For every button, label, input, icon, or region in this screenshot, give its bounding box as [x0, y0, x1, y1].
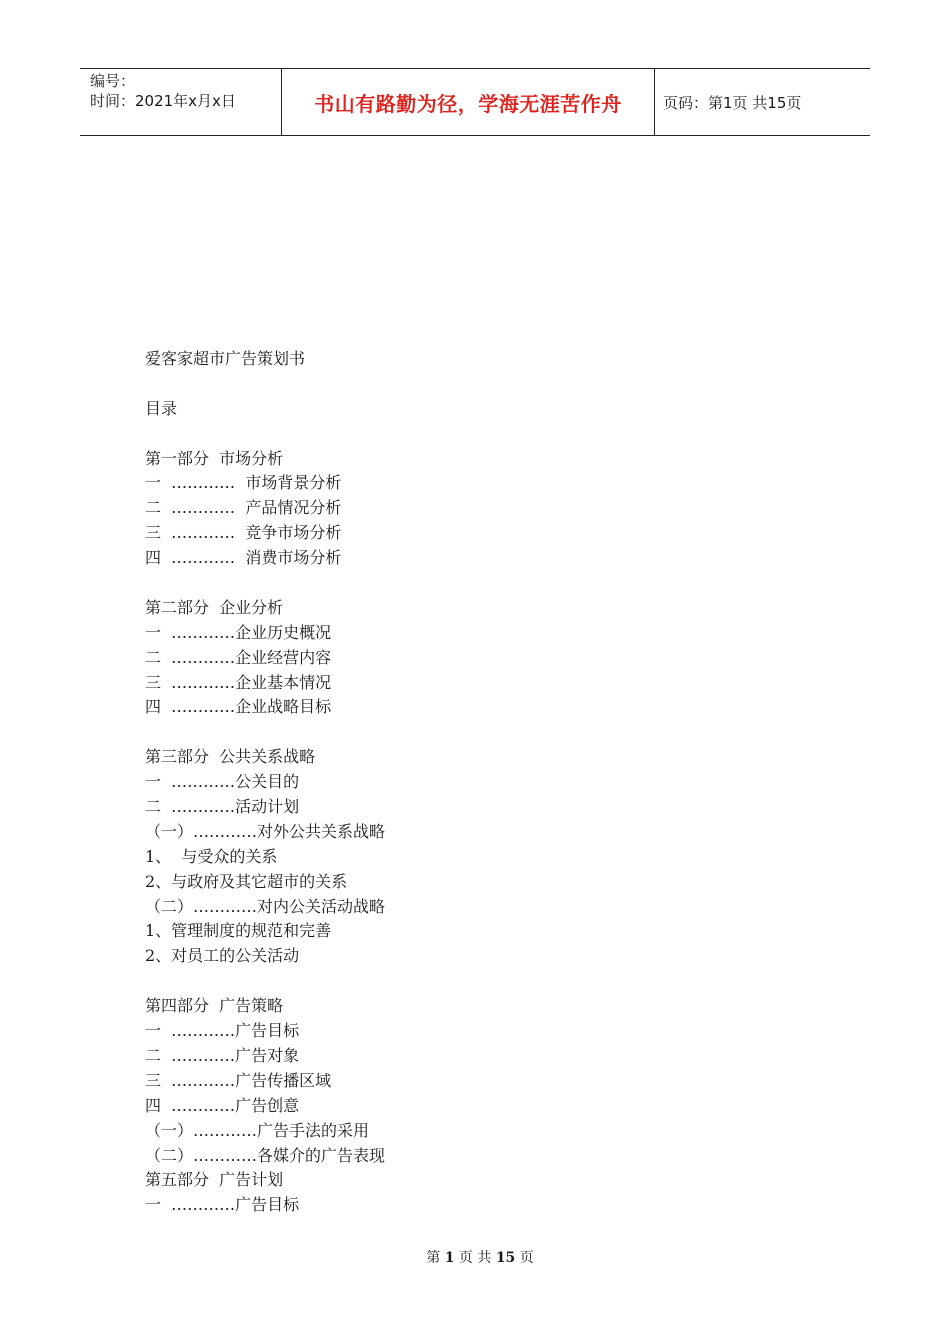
toc-item: 2、与政府及其它超市的关系	[145, 871, 348, 891]
toc-item: 一 …………企业历史概况	[145, 622, 332, 642]
toc-item: 一 …………公关目的	[145, 772, 300, 792]
document-title: 爱客家超市广告策划书	[145, 349, 306, 368]
toc-item: 1、 与受众的关系	[145, 846, 278, 866]
section-heading: 第三部分 公共关系战略	[145, 747, 316, 767]
toc-item: 二 …………广告对象	[145, 1045, 300, 1065]
toc-item: （一）…………广告手法的采用	[145, 1120, 370, 1140]
toc-item: 二 …………活动计划	[145, 797, 300, 817]
section-heading: 第四部分 广告策略	[145, 996, 284, 1016]
footer-total-pages: 15	[495, 1250, 516, 1266]
toc-item: 一 ………… 市场背景分析	[145, 473, 342, 493]
header-page-info: 页码：第1页 共15页	[663, 93, 802, 112]
section-heading: 第二部分 企业分析	[145, 597, 284, 617]
page-header	[80, 68, 870, 136]
toc-item: （二）…………对内公关活动战略	[145, 896, 386, 916]
toc-heading: 目录	[145, 398, 178, 418]
section-heading: 第五部分 广告计划	[145, 1170, 284, 1190]
header-number-label: 编号：	[90, 72, 136, 90]
header-motto: 书山有路勤为径，学海无涯苦作舟	[282, 69, 655, 135]
toc-item: 三 …………广告传播区域	[145, 1070, 332, 1090]
toc-item: 四 …………广告创意	[145, 1095, 300, 1115]
header-time-label: 时间：2021年x月x日	[90, 92, 236, 110]
toc-item: （一）…………对外公共关系战略	[145, 821, 386, 841]
toc-item: 2、对员工的公关活动	[145, 946, 300, 966]
footer-current-page: 1	[444, 1250, 455, 1266]
toc-item: 二 ………… 产品情况分析	[145, 498, 342, 518]
footer-suffix: 页	[519, 1250, 534, 1266]
section-heading: 第一部分 市场分析	[145, 448, 284, 468]
toc-item: （二）…………各媒介的广告表现	[145, 1145, 386, 1165]
footer-prefix: 第	[426, 1250, 441, 1266]
toc-item: 1、管理制度的规范和完善	[145, 921, 332, 941]
document-body	[145, 347, 845, 1218]
toc-item: 二 …………企业经营内容	[145, 647, 332, 667]
toc-item: 四 ………… 消费市场分析	[145, 548, 342, 568]
page-footer	[0, 1247, 950, 1267]
header-meta	[80, 69, 282, 135]
toc-item: 三 …………企业基本情况	[145, 672, 332, 692]
toc-item: 一 …………广告目标	[145, 1195, 300, 1215]
toc-item: 四 …………企业战略目标	[145, 697, 332, 717]
footer-mid: 页 共	[458, 1250, 492, 1266]
toc-item: 一 …………广告目标	[145, 1021, 300, 1041]
toc-item: 三 ………… 竞争市场分析	[145, 523, 342, 543]
